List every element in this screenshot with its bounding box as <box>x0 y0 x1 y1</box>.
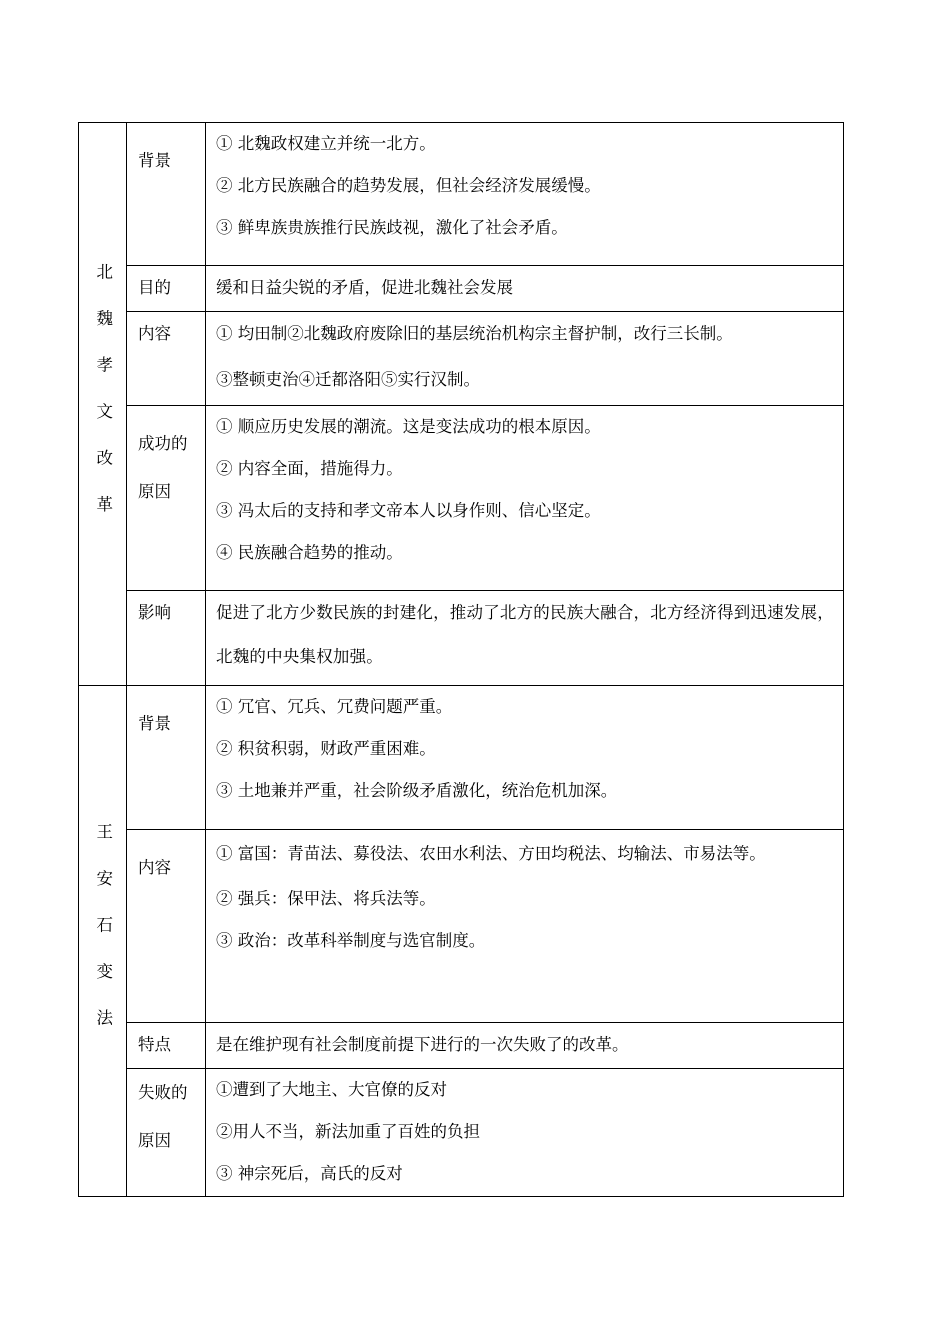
table-row <box>79 406 844 591</box>
aspect-label: 目的 <box>138 278 171 297</box>
table-row <box>79 123 844 266</box>
aspect-cell <box>127 312 206 406</box>
content-line: ③ 土地兼并严重，社会阶级矛盾激化，统治危机加深。 <box>216 781 618 800</box>
content-line: ③ 冯太后的支持和孝文帝本人以身作则、信心坚定。 <box>216 501 601 520</box>
content-cell <box>206 312 844 406</box>
aspect-label: 成功的 <box>138 434 188 453</box>
aspect-label: 原因 <box>138 482 171 501</box>
table-row <box>79 686 844 830</box>
content-line: ③ 神宗死后，高氏的反对 <box>216 1164 403 1183</box>
content-line: ② 内容全面，措施得力。 <box>216 459 403 478</box>
content-cell <box>206 1069 844 1197</box>
content-line: ② 积贫积弱，财政严重困难。 <box>216 739 436 758</box>
aspect-cell <box>127 266 206 312</box>
content-line: ① 均田制②北魏政府废除旧的基层统治机构宗主督护制，改行三长制。 <box>216 324 733 343</box>
aspect-cell <box>127 830 206 1023</box>
content-line: ① 冗官、冗兵、冗费问题严重。 <box>216 697 453 716</box>
content-cell <box>206 830 844 1023</box>
content-line: ④ 民族融合趋势的推动。 <box>216 543 403 562</box>
content-line: ② 北方民族融合的趋势发展，但社会经济发展缓慢。 <box>216 176 601 195</box>
content-cell <box>206 266 844 312</box>
content-line: ① 北魏政权建立并统一北方。 <box>216 134 436 153</box>
content-line: ②用人不当，新法加重了百姓的负担 <box>216 1122 480 1141</box>
aspect-cell <box>127 591 206 686</box>
content-line: ③ 政治：改革科举制度与选官制度。 <box>216 931 486 950</box>
content-line: 缓和日益尖锐的矛盾，促进北魏社会发展 <box>216 278 513 297</box>
table-row <box>79 1023 844 1069</box>
content-line: ① 顺应历史发展的潮流。这是变法成功的根本原因。 <box>216 417 601 436</box>
table-row <box>79 1069 844 1197</box>
content-cell <box>206 591 844 686</box>
content-cell <box>206 123 844 266</box>
table-row <box>79 266 844 312</box>
content-line: ② 强兵：保甲法、将兵法等。 <box>216 889 436 908</box>
content-line: ① 富国：青苗法、募役法、农田水利法、方田均税法、均输法、市易法等。 <box>216 844 766 863</box>
content-cell <box>206 406 844 591</box>
content-line: 是在维护现有社会制度前提下进行的一次失败了的改革。 <box>216 1035 629 1054</box>
content-line: 促进了北方少数民族的封建化，推动了北方的民族大融合，北方经济得到迅速发展，北魏的中央集权加强。 <box>216 603 834 666</box>
table-row <box>79 591 844 686</box>
reform-name: 王安石变法 <box>93 822 113 1056</box>
aspect-cell <box>127 1069 206 1197</box>
content-cell <box>206 1023 844 1069</box>
table-row <box>79 312 844 406</box>
content-line: ①遭到了大地主、大官僚的反对 <box>216 1080 447 1099</box>
content-line: ③ 鲜卑族贵族推行民族歧视，激化了社会矛盾。 <box>216 218 568 237</box>
aspect-label: 影响 <box>138 603 171 622</box>
aspect-label: 内容 <box>138 858 171 877</box>
aspect-cell <box>127 123 206 266</box>
reform-name-cell <box>79 686 127 1197</box>
aspect-cell <box>127 406 206 591</box>
aspect-cell <box>127 1023 206 1069</box>
aspect-label: 特点 <box>138 1035 171 1054</box>
aspect-cell <box>127 686 206 830</box>
content-cell <box>206 686 844 830</box>
reform-table <box>78 122 844 1197</box>
aspect-label: 失败的 <box>138 1083 188 1102</box>
aspect-label: 背景 <box>138 151 171 170</box>
table-row <box>79 830 844 1023</box>
aspect-label: 内容 <box>138 324 171 343</box>
reform-name: 北魏孝文改革 <box>93 262 113 542</box>
content-line: ③整顿吏治④迁都洛阳⑤实行汉制。 <box>216 370 480 389</box>
reform-name-cell <box>79 123 127 686</box>
aspect-label: 原因 <box>138 1131 171 1150</box>
aspect-label: 背景 <box>138 714 171 733</box>
